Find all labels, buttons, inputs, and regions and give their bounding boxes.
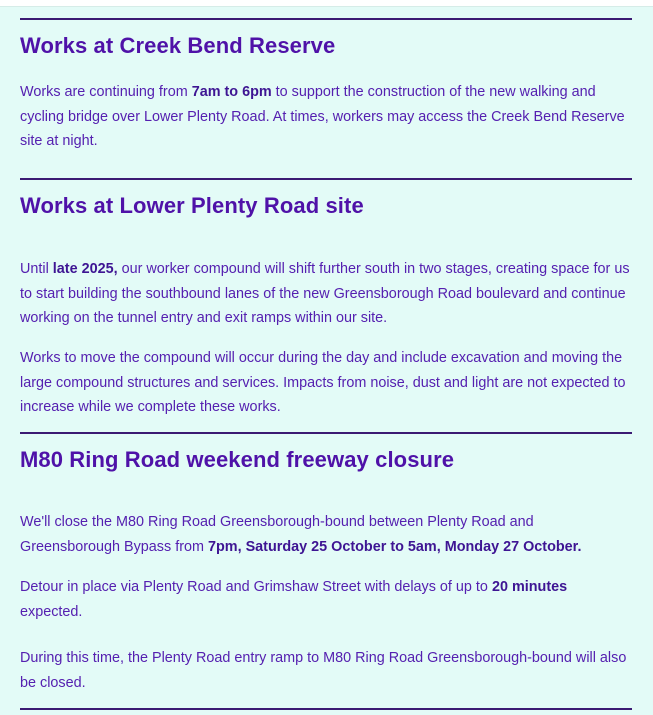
section-heading-creek-bend: Works at Creek Bend Reserve <box>20 33 336 58</box>
section-divider <box>20 432 632 434</box>
m80-closure-paragraph-1: We'll close the M80 Ring Road Greensborough-bound between Plenty Road and Greensborough Bypass from 7pm, Saturday 25 October to 5am, Monday 27 October. <box>20 514 582 555</box>
section-heading-m80-closure: M80 Ring Road weekend freeway closure <box>20 447 455 472</box>
section-divider <box>20 708 632 710</box>
section-heading-lower-plenty: Works at Lower Plenty Road site <box>20 193 364 218</box>
emphasis-text: 7am to 6pm <box>191 84 272 100</box>
emphasis-text: 20 minutes <box>491 579 568 595</box>
m80-ramp-paragraph: During this time, the Plenty Road entry ramp to M80 Ring Road Greensborough-bound will also be closed. <box>20 650 627 691</box>
content-panel <box>0 6 653 715</box>
section-divider <box>20 18 632 20</box>
emphasis-text: late 2025, <box>52 261 118 277</box>
emphasis-text: 7pm, Saturday 25 October to 5am, Monday 27 October. <box>207 538 582 555</box>
m80-detour-paragraph: Detour in place via Plenty Road and Grimshaw Street with delays of up to 20 minutes expected. <box>20 579 568 620</box>
section-divider <box>20 178 632 180</box>
lower-plenty-paragraph-2: Works to move the compound will occur during the day and include excavation and moving the large compound structures and services. Impacts from noise, dust and light are not expected to increase while we complete these works. <box>20 350 626 416</box>
lower-plenty-paragraph-1: Until late 2025, our worker compound will shift further south in two stages, creating space for us to start building the southbound lanes of the new Greensborough Road boulevard and continue working on the tunnel entry and exit ramps within our site. <box>20 261 630 327</box>
creek-bend-paragraph: Works are continuing from 7am to 6pm to support the construction of the new walking and cycling bridge over Lower Plenty Road. At times, workers may access the Creek Bend Reserve site at night. <box>20 84 625 150</box>
